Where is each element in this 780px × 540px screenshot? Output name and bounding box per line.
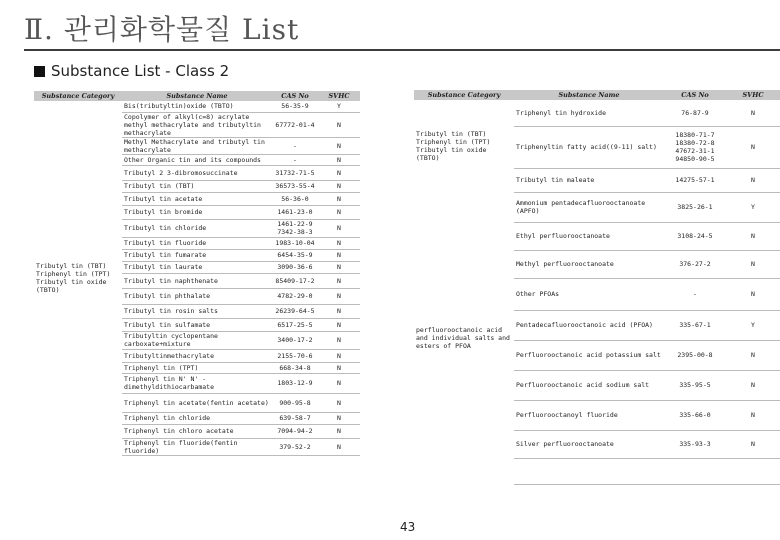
- cas-cell: 4782-29-0: [272, 288, 318, 304]
- name-cell: Pentadecafluorooctanoic acid (PFOA): [514, 310, 664, 340]
- cas-cell: 3090-36-6: [272, 261, 318, 273]
- name-cell: Tributyl tin naphthenate: [122, 273, 272, 288]
- name-cell: Tributyl tin phthalate: [122, 288, 272, 304]
- ce-cell: N: [726, 222, 780, 250]
- name-cell: Triphenyltin fatty acid((9-11) salt): [514, 126, 664, 168]
- name-cell: Tributyl tin chloride: [122, 219, 272, 237]
- ce-cell: N: [726, 400, 780, 430]
- name-cell: Ethyl perfluorooctanoate: [514, 222, 664, 250]
- name-cell: Silver perfluorooctanoate: [514, 430, 664, 458]
- ce-cell: N: [726, 278, 780, 310]
- category-cell: Tributyl tin (TBT) Triphenyl tin (TPT) Tributyl tin oxide (TBTO): [36, 262, 111, 294]
- header-category: Substance Category: [414, 90, 514, 100]
- ce-cell: Y: [726, 310, 780, 340]
- name-cell: Triphenyl tin chloride: [122, 412, 272, 424]
- ce-cell: N: [318, 438, 360, 455]
- ce-cell: N: [318, 424, 360, 438]
- ce-cell: N: [726, 340, 780, 370]
- cas-cell: 36573-55-4: [272, 180, 318, 192]
- name-cell: Bis(tributyltin)oxide (TBTO): [122, 101, 272, 112]
- name-cell: Tributyl 2 3-dibromosuccinate: [122, 165, 272, 180]
- ce-cell: N: [726, 430, 780, 458]
- name-cell: Tributyl tin rosin salts: [122, 304, 272, 318]
- cas-cell: 639-58-7: [272, 412, 318, 424]
- name-cell: [514, 458, 664, 484]
- ce-cell: N: [318, 137, 360, 154]
- cas-cell: 18380-71-7 18380-72-8 47672-31-1 94850-90-5: [664, 126, 726, 168]
- name-cell: Tributyl tin (TBT): [122, 180, 272, 192]
- table-row: [34, 101, 360, 112]
- name-cell: Tributyl tin fumarate: [122, 249, 272, 261]
- page-number: 43: [400, 520, 416, 534]
- cas-cell: 26239-64-5: [272, 304, 318, 318]
- name-cell: Tributyl tin sulfamate: [122, 318, 272, 331]
- ce-cell: N: [318, 249, 360, 261]
- ce-cell: N: [726, 168, 780, 192]
- name-cell: Triphenyl tin acetate(fentin acetate): [122, 393, 272, 412]
- ce-cell: N: [318, 393, 360, 412]
- header-category: Substance Category: [34, 91, 122, 101]
- cas-cell: -: [272, 154, 318, 165]
- header-name: Substance Name: [122, 91, 272, 101]
- ce-cell: [726, 458, 780, 484]
- name-cell: Ammonium pentadecafluorooctanoate (APFO): [514, 192, 664, 222]
- ce-cell: N: [318, 154, 360, 165]
- ce-cell: Y: [318, 101, 360, 112]
- cas-cell: 1461-22-9 7342-38-3: [272, 219, 318, 237]
- cas-cell: 76-87-9: [664, 100, 726, 126]
- ce-cell: Y: [726, 192, 780, 222]
- category-cell: perfluorooctanoic acid and individual salts and esters of PFOA: [416, 326, 510, 350]
- cas-cell: 1461-23-0: [272, 205, 318, 219]
- ce-cell: N: [318, 219, 360, 237]
- name-cell: Perfluorooctanoyl fluoride: [514, 400, 664, 430]
- cas-cell: 379-52-2: [272, 438, 318, 455]
- table-header-row: [34, 91, 360, 101]
- ce-cell: N: [318, 112, 360, 137]
- header-cas: CAS No: [272, 91, 318, 101]
- ce-cell: N: [318, 412, 360, 424]
- ce-cell: N: [726, 126, 780, 168]
- cas-cell: 56-36-0: [272, 192, 318, 205]
- name-cell: Tributyl tin acetate: [122, 192, 272, 205]
- table-header-row: [414, 90, 780, 100]
- cas-cell: 376-27-2: [664, 250, 726, 278]
- cas-cell: 7094-94-2: [272, 424, 318, 438]
- ce-cell: N: [318, 349, 360, 362]
- subtitle-text: Substance List - Class 2: [51, 62, 230, 80]
- name-cell: Perfluorooctanoic acid potassium salt: [514, 340, 664, 370]
- name-cell: Triphenyl tin N' N' - dimethyldithiocarbamate: [122, 373, 272, 393]
- ce-cell: N: [318, 165, 360, 180]
- name-cell: Perfluorooctanoic acid sodium salt: [514, 370, 664, 400]
- name-cell: Methyl perfluorooctanoate: [514, 250, 664, 278]
- ce-cell: N: [726, 100, 780, 126]
- name-cell: Tributyltin cyclopentane carboxate+mixture: [122, 331, 272, 349]
- name-cell: Copolymer of alkyl(c=8) acrylate methyl methacrylate and tributyltin methacrylate: [122, 112, 272, 137]
- cas-cell: 3825-26-1: [664, 192, 726, 222]
- right-substance-table: [414, 90, 780, 485]
- bullet-square-icon: [34, 66, 45, 77]
- section-subtitle: [34, 62, 229, 80]
- ce-cell: N: [318, 205, 360, 219]
- cas-cell: -: [272, 137, 318, 154]
- cas-cell: 2155-70-6: [272, 349, 318, 362]
- cas-cell: 335-66-0: [664, 400, 726, 430]
- left-substance-table: [34, 91, 360, 456]
- cas-cell: 335-67-1: [664, 310, 726, 340]
- header-ce: SVHC: [726, 90, 780, 100]
- name-cell: Tributyl tin maleate: [514, 168, 664, 192]
- cas-cell: 900-95-8: [272, 393, 318, 412]
- name-cell: Other PFOAs: [514, 278, 664, 310]
- name-cell: Tributyltinmethacrylate: [122, 349, 272, 362]
- header-cas: CAS No: [664, 90, 726, 100]
- page-title: Ⅱ. 관리화학물질 List: [24, 13, 300, 46]
- ce-cell: N: [726, 250, 780, 278]
- ce-cell: N: [318, 318, 360, 331]
- ce-cell: N: [726, 370, 780, 400]
- cas-cell: 1983-10-04: [272, 237, 318, 249]
- ce-cell: N: [318, 304, 360, 318]
- ce-cell: N: [318, 373, 360, 393]
- cas-cell: 668-34-8: [272, 362, 318, 373]
- table-row: [414, 192, 780, 222]
- header-name: Substance Name: [514, 90, 664, 100]
- ce-cell: N: [318, 362, 360, 373]
- name-cell: Triphenyl tin fluoride(fentin fluoride): [122, 438, 272, 455]
- cas-cell: 14275-57-1: [664, 168, 726, 192]
- name-cell: Triphenyl tin chloro acetate: [122, 424, 272, 438]
- ce-cell: N: [318, 331, 360, 349]
- cas-cell: 3108-24-5: [664, 222, 726, 250]
- name-cell: Triphenyl tin (TPT): [122, 362, 272, 373]
- cas-cell: 1803-12-9: [272, 373, 318, 393]
- title-divider: [24, 49, 780, 51]
- ce-cell: N: [318, 237, 360, 249]
- cas-cell: 3400-17-2: [272, 331, 318, 349]
- cas-cell: 2395-00-8: [664, 340, 726, 370]
- header-ce: SVHC: [318, 91, 360, 101]
- ce-cell: N: [318, 180, 360, 192]
- name-cell: Tributyl tin fluoride: [122, 237, 272, 249]
- cas-cell: 335-93-3: [664, 430, 726, 458]
- cas-cell: 85409-17-2: [272, 273, 318, 288]
- cas-cell: 6517-25-5: [272, 318, 318, 331]
- ce-cell: N: [318, 273, 360, 288]
- cas-cell: [664, 458, 726, 484]
- name-cell: Triphenyl tin hydroxide: [514, 100, 664, 126]
- name-cell: Tributyl tin laurate: [122, 261, 272, 273]
- ce-cell: N: [318, 261, 360, 273]
- cas-cell: 31732-71-5: [272, 165, 318, 180]
- cas-cell: 6454-35-9: [272, 249, 318, 261]
- cas-cell: 67772-01-4: [272, 112, 318, 137]
- cas-cell: 335-95-5: [664, 370, 726, 400]
- name-cell: Methyl Methacrylate and tributyl tin methacrylate: [122, 137, 272, 154]
- cas-cell: 56-35-9: [272, 101, 318, 112]
- category-cell: Tributyl tin (TBT) Triphenyl tin (TPT) Tributyl tin oxide (TBTO): [416, 130, 491, 162]
- name-cell: Other Organic tin and its compounds: [122, 154, 272, 165]
- table-row: [414, 100, 780, 126]
- ce-cell: N: [318, 192, 360, 205]
- name-cell: Tributyl tin bromide: [122, 205, 272, 219]
- ce-cell: N: [318, 288, 360, 304]
- cas-cell: -: [664, 278, 726, 310]
